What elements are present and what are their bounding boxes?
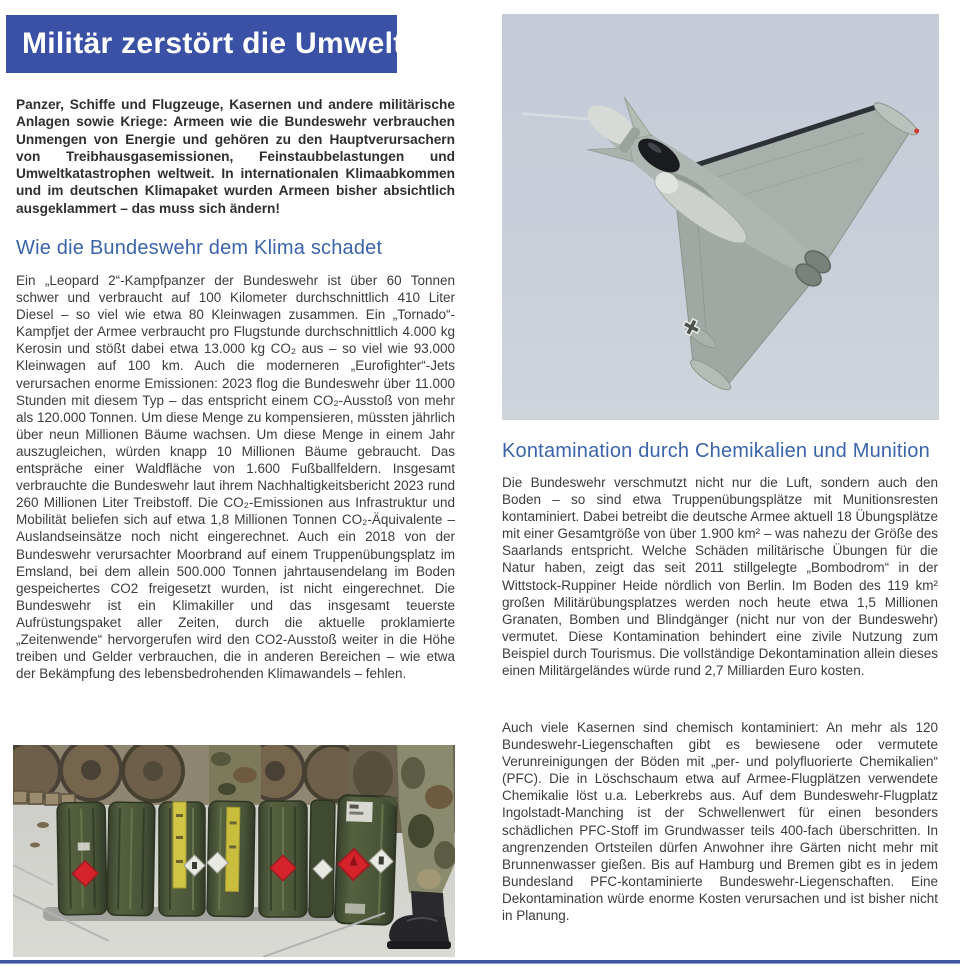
eurofighter-photo-art [502, 14, 939, 420]
soldier-torso [209, 745, 261, 803]
section-klima-body: Ein „Leopard 2“-Kampfpanzer der Bundeswehr ist über 60 Tonnen schwer und verbraucht auf 100 Kilometer durchschnittlich 410 Liter Diesel – so viel wie etwa 80 Kleinwagen zusammen. Ein „Tornado“-Kampfjet der Armee verbraucht pro Flugstunde durchschnittlich 4.000 kg Kerosin und stößt dabei etwa 13.000 kg CO₂ aus – so viel wie 93.000 Kleinwagen auf 100 km. Auch die moderneren „Eurofighter“-Jets verursachen enorme Emissionen: 2023 flog die Bundeswehr über 11.000 Stunden mit diesem Typ – das entspricht einem CO₂-Ausstoß von mehr als 120.000 Tonnen. Um diese Menge zu kompensieren, müssten jährlich über neun Millionen Bäume wachsen. Um diese Menge in einem Jahr auszugleichen, würden knapp 10 Millionen Bäume gebraucht. Das entspräche einer Waldfläche von 1.600 Fußballfeldern. Insgesamt verbrauchte die Bundeswehr laut ihrem Nachhaltigkeitsbericht 2023 rund 260 Millionen Liter Treibstoff. Die CO₂-Emissionen aus Infrastruktur und Mobilität beliefen sich auf etwa 1,8 Millionen Tonnen CO₂-Äquivalente – Auslandseinsätze noch nicht eingerechnet. Auch ein 2018 von der Bundeswehr verursachter Moorbrand auf einem Truppenübungsplatz im Emsland, bei dem allein 500.000 Tonnen jahrtausendelang im Boden gespeichertes CO2 freigesetzt wurden, ist nicht eingerechnet. Die Bundeswehr ist ein Klimakiller und das insgesamt teuerste Aufrüstungspaket aller Zeiten, durch die aktuelle proklamierte „Zeitenwende“ hervorgerufen wird den CO2-Ausstoß weiter in die Höhe treiben und Gelder verbrauchen, die in anderen Bereichen – wie etwa der Bekämpfung des lebensbedrohenden Klimawandels – fehlen. [16, 273, 455, 682]
page-title: Militär zerstört die Umwelt [22, 27, 404, 60]
section-heading-klima: Wie die Bundeswehr dem Klima schadet [16, 237, 383, 259]
eurofighter-photo [502, 14, 939, 420]
section-kontamination-paragraph-2: Auch viele Kasernen sind chemisch kontaminiert: An mehr als 120 Bundeswehr-Liegenschaften gibt es bewiesene oder vermutete Verunreinigungen der Böden mit „per- und polyfluorierte Chemikalien“ (PFC). Die in Löschschaum etwa auf Armee-Flugplätzen verwendete Chemikalie löst u.a. Leberkrebs aus. Auf dem Bundeswehr-Flugplatz Ingolstadt-Manching ist der Schwellenwert für einen besonders schädlichen PFC-Stoff im Grundwasser teils 400-fach überschritten. In angrenzenden Ortsteilen dürfen Anwohner ihre Gärten nicht mehr mit Brunnenwasser gießen. Bis auf Hamburg und Bremen gibt es in jedem Bundesland PFC-kontaminierte Bundeswehr-Liegenschaften. Eine Dekontamination würde enorme Kosten verursachen und ist bisher nicht in Planung. [502, 720, 938, 924]
fuel-canisters-photo-art [13, 745, 455, 957]
section-kontamination-paragraph-1: Die Bundeswehr verschmutzt nicht nur die Luft, sondern auch den Boden – so sind etwa Truppenübungsplätze mit Munitionsresten kontaminiert. Dabei betreibt die deutsche Armee aktuell 18 Übungsplätze mit einer Gesamtgröße von über 1.900 km² – was nahezu der Größe des Saarlands entspricht. Welche Schäden militärische Übungen für die Natur haben, zeigt das seit 2011 stillgelegte „Bombodrom“ in der Wittstock-Ruppiner Heide nördlich von Berlin. Im Boden des 119 km² großen Militärübungsplatzes werden noch heute etwa 1,5 Millionen Granaten, Bomben und Blindgänger (nicht nur von der Bundeswehr) vermutet. Diese Kontamination behindert eine zivile Nutzung zum Beispiel durch Tourismus. Die vollständige Dekontamination allein dieses einen Militärgeländes würde rund 2,7 Milliarden Euro kosten. [502, 475, 938, 679]
bottom-rule [0, 960, 960, 964]
section-heading-kontamination: Kontamination durch Chemikalien und Munition [502, 440, 930, 462]
front-jerry-can [335, 795, 397, 925]
fuel-canisters-photo [13, 745, 455, 957]
intro-paragraph: Panzer, Schiffe und Flugzeuge, Kasernen und andere militärische Anlagen sowie Kriege: Armeen wie die Bundeswehr verbrauchen Unmengen von Energie und gehören zu den Hauptverursachern von Treibhausgasemissionen, Feinstaubbelastungen und Umweltkatastrophen weltweit. In internationalen Klimaabkommen und im deutschen Klimapaket wurden Armeen bisher absichtlich ausgeklammert – das muss sich ändern! [16, 97, 455, 216]
page-title-bar [6, 15, 404, 73]
